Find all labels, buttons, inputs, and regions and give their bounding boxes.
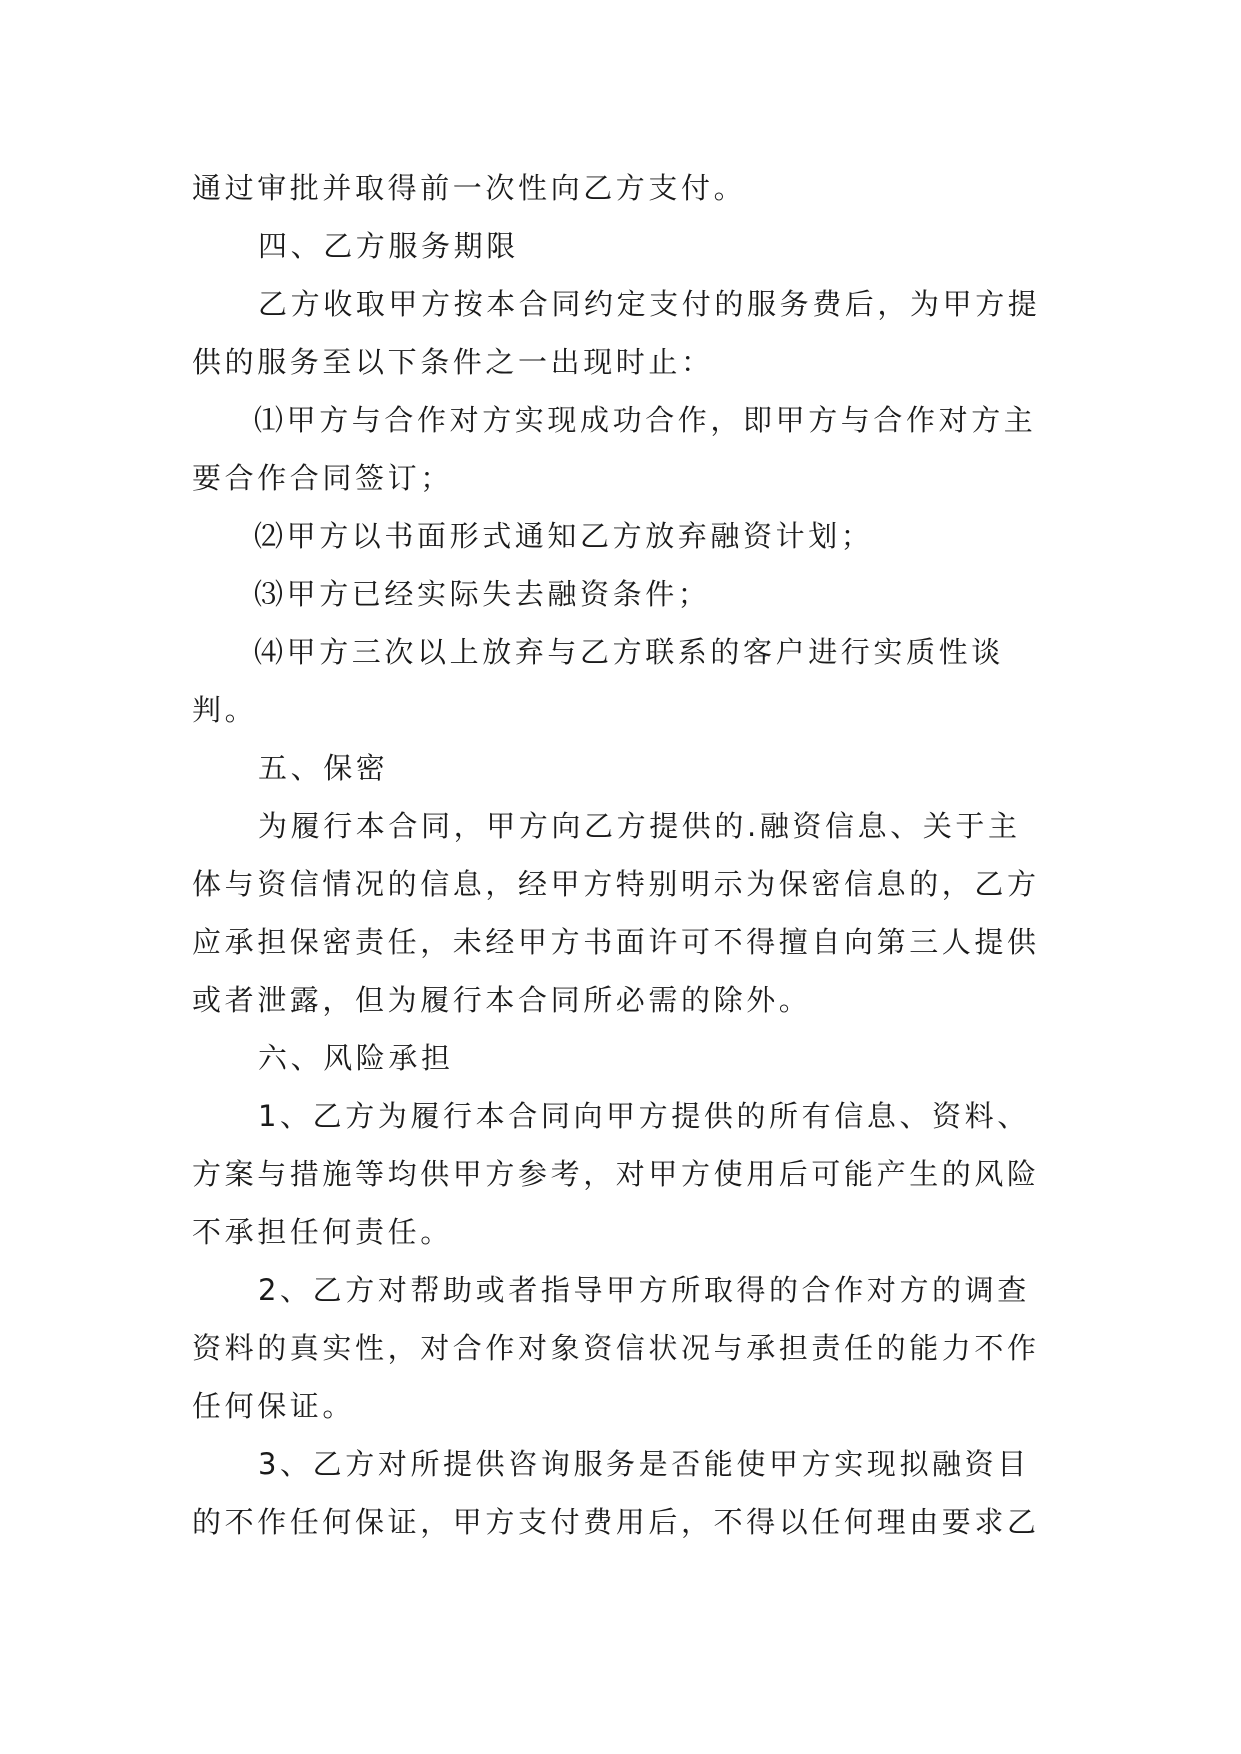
list-item: ⑴甲方与合作对方实现成功合作，即甲方与合作对方主 xyxy=(254,403,1037,437)
list-item: ⑵甲方以书面形式通知乙方放弃融资计划； xyxy=(254,519,874,553)
text-line: 或者泄露，但为履行本合同所必需的除外。 xyxy=(192,983,812,1017)
text-line: 判。 xyxy=(192,693,258,727)
list-item: ⑷甲方三次以上放弃与乙方联系的客户进行实质性谈 xyxy=(254,635,1004,669)
text-line: 乙方收取甲方按本合同约定支付的服务费后，为甲方提 xyxy=(258,287,1041,321)
text-line: 应承担保密责任，未经甲方书面许可不得擅自向第三人提供 xyxy=(192,925,1040,959)
text-line: 资料的真实性，对合作对象资信状况与承担责任的能力不作 xyxy=(192,1331,1040,1365)
text-line: 供的服务至以下条件之一出现时止： xyxy=(192,345,714,379)
text-line: 1、乙方为履行本合同向甲方提供的所有信息、资料、 xyxy=(258,1099,1030,1133)
text-line: 要合作合同签订； xyxy=(192,461,453,495)
text-line: 体与资信情况的信息，经甲方特别明示为保密信息的，乙方 xyxy=(192,867,1040,901)
text-line: 的不作任何保证，甲方支付费用后，不得以任何理由要求乙 xyxy=(192,1505,1040,1539)
text-line: 3、乙方对所提供咨询服务是否能使甲方实现拟融资目 xyxy=(258,1447,1030,1481)
list-item: ⑶甲方已经实际失去融资条件； xyxy=(254,577,711,611)
text-line: 2、乙方对帮助或者指导甲方所取得的合作对方的调查 xyxy=(258,1273,1030,1307)
text-line: 通过审批并取得前一次性向乙方支付。 xyxy=(192,171,747,205)
document-body xyxy=(192,159,1052,1551)
text-line: 不承担任何责任。 xyxy=(192,1215,453,1249)
section-heading: 四、乙方服务期限 xyxy=(258,229,519,263)
text-line: 方案与措施等均供甲方参考，对甲方使用后可能产生的风险 xyxy=(192,1157,1040,1191)
section-heading: 五、保密 xyxy=(258,751,389,785)
text-line: 任何保证。 xyxy=(192,1389,356,1423)
section-heading: 六、风险承担 xyxy=(258,1041,454,1075)
text-line: 为履行本合同，甲方向乙方提供的.融资信息、关于主 xyxy=(258,809,1021,843)
